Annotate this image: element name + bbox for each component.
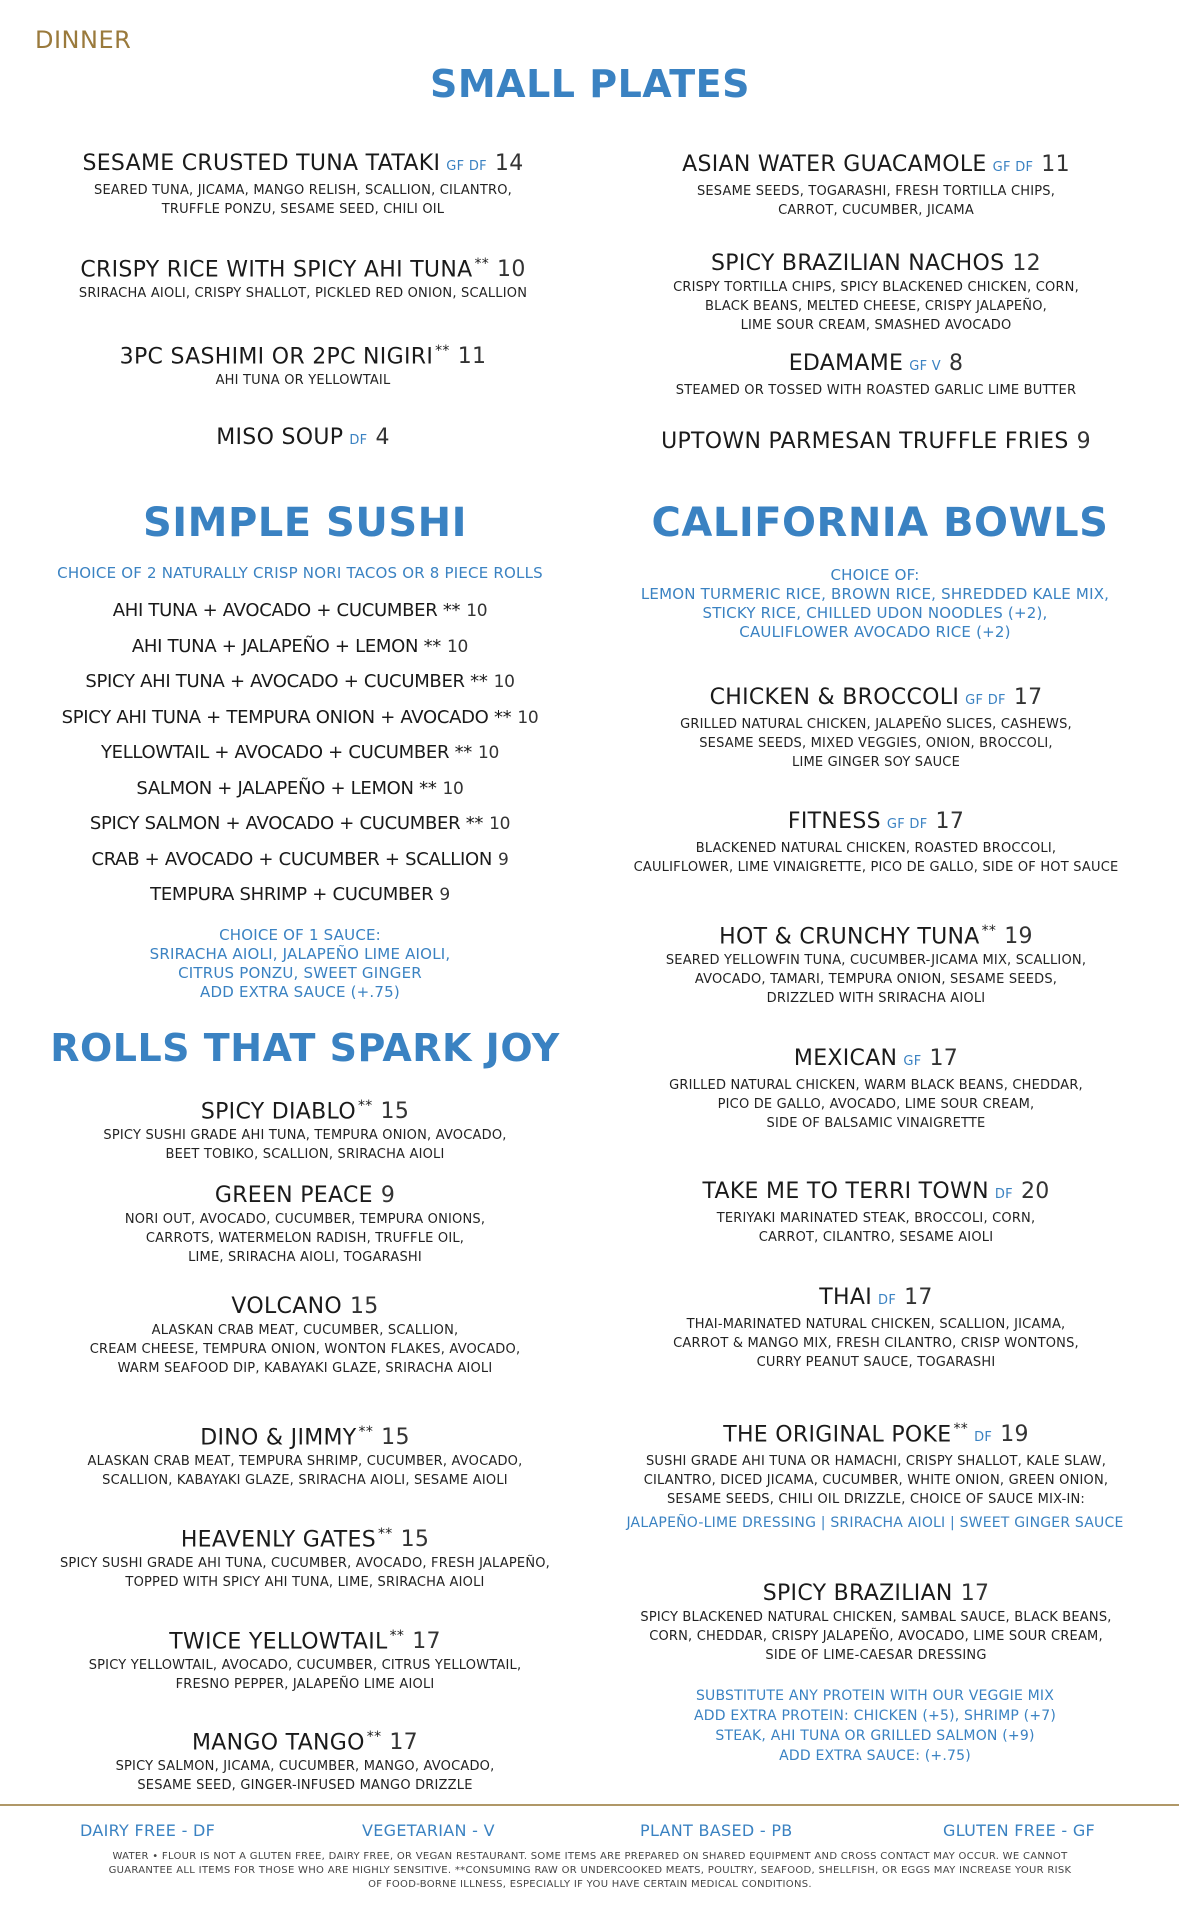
menu-item-description: SPICY SALMON, JICAMA, CUCUMBER, MANGO, AVOCADO, <box>115 1759 495 1775</box>
sushi-option-price: 10 <box>489 814 511 834</box>
menu-item-heading <box>586 428 1166 456</box>
menu-item <box>13 337 593 390</box>
dietary-tags: GF DF <box>992 160 1034 175</box>
sushi-option-price: 10 <box>493 672 515 692</box>
dietary-tags: GF DF <box>886 817 928 832</box>
base-choice-line: CAULIFLOWER AVOCADO RICE (+2) <box>739 623 1011 641</box>
menu-item-heading <box>5 1182 605 1210</box>
menu-item-description: CARROT, CILANTRO, SESAME AIOLI <box>758 1230 994 1245</box>
menu-item-heading <box>576 808 1176 839</box>
menu-item-name: VOLCANO <box>231 1294 342 1319</box>
menu-item-description: SESAME SEED, GINGER-INFUSED MANGO DRIZZLE <box>137 1778 473 1794</box>
menu-item <box>576 1284 1176 1372</box>
menu-item <box>5 1418 605 1490</box>
menu-item-name: EDAMAME <box>788 351 904 376</box>
menu-item-description: CILANTRO, DICED JICAMA, CUCUMBER, WHITE ONION, GREEN ONION, <box>643 1473 1109 1489</box>
menu-item-heading <box>576 1580 1176 1608</box>
menu-item-name: CRISPY RICE WITH SPICY AHI TUNA <box>80 257 473 283</box>
menu-item-description: BEET TOBIKO, SCALLION, SRIRACHA AIOLI <box>165 1147 445 1163</box>
sushi-option <box>10 707 590 728</box>
menu-item-description: SRIRACHA AIOLI, CRISPY SHALLOT, PICKLED RED ONION, SCALLION <box>78 286 528 302</box>
menu-item-price: 17 <box>412 1629 441 1655</box>
legend-gluten-free: GLUTEN FREE - GF <box>943 1821 1096 1840</box>
dietary-tags: DF <box>974 1430 993 1446</box>
sushi-sauce-choice <box>20 926 580 1002</box>
menu-item-heading <box>5 1622 605 1656</box>
menu-item-description: STEAMED OR TOSSED WITH ROASTED GARLIC LIME BUTTER <box>675 383 1077 398</box>
menu-item-description: SPICY SUSHI GRADE AHI TUNA, TEMPURA ONION, AVOCADO, <box>103 1128 507 1144</box>
menu-item-price: 8 <box>949 351 964 376</box>
menu-item-price: 19 <box>1004 924 1033 950</box>
menu-item-description: ALASKAN CRAB MEAT, TEMPURA SHRIMP, CUCUMBER, AVOCADO, <box>87 1454 523 1470</box>
menu-item <box>576 1415 1176 1509</box>
sauce-line: SRIRACHA AIOLI, JALAPEÑO LIME AIOLI, <box>149 945 451 963</box>
menu-item-price: 9 <box>1076 429 1091 454</box>
menu-item <box>13 424 593 455</box>
menu-item-description: CARROTS, WATERMELON RADISH, TRUFFLE OIL, <box>145 1231 465 1246</box>
disclaimer-line: OF FOOD-BORNE ILLNESS, ESPECIALLY IF YOU HAVE CERTAIN MEDICAL CONDITIONS. <box>368 1879 812 1890</box>
menu-item <box>5 1520 605 1592</box>
raw-item-marker: ** <box>953 1421 969 1437</box>
raw-item-marker: ** <box>474 256 490 272</box>
menu-item-heading <box>5 1520 605 1554</box>
menu-item-description: CORN, CHEDDAR, CRISPY JALAPEÑO, AVOCADO, LIME SOUR CREAM, <box>649 1629 1103 1644</box>
menu-item-description: SUSHI GRADE AHI TUNA OR HAMACHI, CRISPY SHALLOT, KALE SLAW, <box>645 1454 1107 1470</box>
sushi-option <box>10 849 590 870</box>
menu-item <box>576 1045 1176 1133</box>
menu-item-price: 17 <box>904 1285 933 1310</box>
raw-item-marker: ** <box>435 343 450 359</box>
sauce-line: ADD EXTRA SAUCE (+.75) <box>200 983 400 1001</box>
sushi-option <box>10 778 590 799</box>
sushi-option-name: AHI TUNA + AVOCADO + CUCUMBER ** <box>112 600 461 621</box>
simple-sushi-title: SIMPLE SUSHI <box>142 500 467 546</box>
menu-item-description: SESAME SEEDS, TOGARASHI, FRESH TORTILLA CHIPS, <box>696 184 1056 199</box>
menu-item-name: CHICKEN & BROCCOLI <box>709 685 960 710</box>
menu-item-description: PICO DE GALLO, AVOCADO, LIME SOUR CREAM, <box>717 1097 1035 1112</box>
menu-item-price: 17 <box>389 1730 418 1756</box>
menu-item-heading <box>576 1045 1176 1076</box>
sushi-option-name: SPICY AHI TUNA + AVOCADO + CUCUMBER ** <box>85 671 488 692</box>
menu-item <box>13 250 593 303</box>
menu-item <box>576 808 1176 877</box>
base-choice-line: CHOICE OF: <box>830 566 920 584</box>
sushi-option <box>10 742 590 763</box>
menu-item-price: 20 <box>1020 1179 1050 1204</box>
menu-item-description: SPICY BLACKENED NATURAL CHICKEN, SAMBAL SAUCE, BLACK BEANS, <box>640 1610 1112 1625</box>
menu-item-description: SESAME SEEDS, MIXED VEGGIES, ONION, BROCCOLI, <box>699 736 1053 751</box>
footer-divider <box>0 1804 1179 1806</box>
menu-item-description: SIDE OF LIME-CAESAR DRESSING <box>765 1648 987 1663</box>
menu-item-heading <box>576 1415 1176 1452</box>
menu-item-name: MEXICAN <box>793 1046 898 1071</box>
california-bowls-title: CALIFORNIA BOWLS <box>651 500 1109 546</box>
menu-item-description: FRESNO PEPPER, JALAPEÑO LIME AIOLI <box>175 1677 435 1693</box>
menu-item <box>576 684 1176 772</box>
raw-item-marker: ** <box>981 923 997 939</box>
menu-item-description: TRUFFLE PONZU, SESAME SEED, CHILI OIL <box>161 202 445 217</box>
menu-item <box>5 1293 605 1378</box>
sushi-option-price: 9 <box>439 885 450 905</box>
menu-item-price: 19 <box>1000 1422 1029 1448</box>
legend-vegetarian: VEGETARIAN - V <box>362 1821 495 1840</box>
menu-item-description: CREAM CHEESE, TEMPURA ONION, WONTON FLAKES, AVOCADO, <box>89 1342 521 1357</box>
menu-item-name: THAI <box>819 1285 873 1310</box>
menu-item-description: SESAME SEEDS, CHILI OIL DRIZZLE, CHOICE OF SAUCE MIX-IN: <box>666 1492 1085 1508</box>
menu-item-description: SEARED TUNA, JICAMA, MANGO RELISH, SCALLION, CILANTRO, <box>94 183 512 198</box>
menu-item-price: 11 <box>457 344 487 370</box>
disclaimer-line: GUARANTEE ALL ITEMS FOR THOSE WHO ARE HIGHLY SENSITIVE. **CONSUMING RAW OR UNDERCOOKED MEATS, POULTRY, SEAFOOD, SHELLFISH, OR EGGS MAY INCREASE YOUR RISK <box>108 1865 1072 1876</box>
menu-item-name: GREEN PEACE <box>214 1183 373 1208</box>
menu-item-name: TWICE YELLOWTAIL <box>169 1629 388 1655</box>
protein-extras <box>590 1686 1160 1766</box>
sushi-option <box>10 636 590 657</box>
menu-item-price: 17 <box>929 1046 959 1071</box>
sushi-option-price: 10 <box>466 601 488 621</box>
menu-item <box>5 1092 605 1164</box>
menu-item-description: CRISPY TORTILLA CHIPS, SPICY BLACKENED CHICKEN, CORN, <box>673 280 1079 295</box>
menu-item-description: LIME SOUR CREAM, SMASHED AVOCADO <box>740 318 1012 333</box>
poke-sauce-options: JALAPEÑO-LIME DRESSING | SRIRACHA AIOLI | SWEET GINGER SAUCE <box>626 1515 1124 1531</box>
raw-item-marker: ** <box>377 1526 393 1542</box>
sushi-option-name: TEMPURA SHRIMP + CUCUMBER <box>150 884 434 905</box>
menu-item-description: ALASKAN CRAB MEAT, CUCUMBER, SCALLION, <box>151 1323 459 1338</box>
menu-item-description: AHI TUNA OR YELLOWTAIL <box>215 373 391 389</box>
menu-item-price: 15 <box>349 1294 379 1319</box>
menu-item-description: CARROT & MANGO MIX, FRESH CILANTRO, CRISP WONTONS, <box>673 1336 1079 1351</box>
menu-item-price: 15 <box>400 1527 430 1553</box>
sushi-option-name: YELLOWTAIL + AVOCADO + CUCUMBER ** <box>100 742 472 763</box>
sushi-option-price: 10 <box>447 636 469 657</box>
menu-item-heading <box>576 1178 1176 1209</box>
extras-line: ADD EXTRA PROTEIN: CHICKEN (+5), SHRIMP (+7) <box>693 1708 1057 1724</box>
menu-item-name: DINO & JIMMY <box>200 1425 357 1451</box>
menu-item-price: 10 <box>497 257 526 283</box>
legend-dairy-free: DAIRY FREE - DF <box>80 1821 216 1840</box>
dietary-tags: DF <box>349 433 368 448</box>
menu-item-description: SPICY SUSHI GRADE AHI TUNA, CUCUMBER, AVOCADO, FRESH JALAPEÑO, <box>59 1556 551 1572</box>
menu-item-name: TAKE ME TO TERRI TOWN <box>702 1179 989 1204</box>
menu-item <box>5 1622 605 1694</box>
menu-item-heading <box>13 424 593 455</box>
dietary-tags: GF DF <box>965 693 1006 708</box>
menu-item-price: 4 <box>375 425 390 450</box>
menu-item-name: UPTOWN PARMESAN TRUFFLE FRIES <box>661 429 1069 454</box>
menu-item-name: THE ORIGINAL POKE <box>723 1422 952 1448</box>
sauce-line: CHOICE OF 1 SAUCE: <box>219 926 381 944</box>
sushi-option <box>10 600 590 621</box>
extras-line: STEAK, AHI TUNA OR GRILLED SALMON (+9) <box>715 1728 1035 1744</box>
menu-item-price: 11 <box>1041 152 1070 177</box>
menu-item-description: GRILLED NATURAL CHICKEN, JALAPEÑO SLICES, CASHEWS, <box>680 717 1072 732</box>
menu-item-heading <box>576 684 1176 715</box>
menu-item-price: 12 <box>1012 251 1041 276</box>
menu-item-description: WARM SEAFOOD DIP, KABAYAKI GLAZE, SRIRACHA AIOLI <box>117 1361 493 1376</box>
menu-item-price: 17 <box>960 1581 990 1606</box>
menu-item <box>586 350 1166 400</box>
menu-item-description: BLACK BEANS, MELTED CHEESE, CRISPY JALAPEÑO, <box>704 299 1047 314</box>
extras-line: SUBSTITUTE ANY PROTEIN WITH OUR VEGGIE MIX <box>695 1688 1055 1704</box>
menu-item-price: 17 <box>935 809 965 834</box>
menu-item <box>576 917 1176 1008</box>
menu-item-name: HEAVENLY GATES <box>180 1527 376 1553</box>
menu-item-heading <box>13 250 593 284</box>
simple-sushi-choice: CHOICE OF 2 NATURALLY CRISP NORI TACOS OR 8 PIECE ROLLS <box>57 564 543 582</box>
menu-item-description: LIME GINGER SOY SAUCE <box>792 755 960 770</box>
raw-item-marker: ** <box>389 1628 405 1644</box>
raw-item-marker: ** <box>357 1098 373 1114</box>
sushi-option-price: 9 <box>498 849 509 870</box>
menu-item-description: THAI-MARINATED NATURAL CHICKEN, SCALLION, JICAMA, <box>686 1317 1066 1332</box>
sushi-option-name: SPICY AHI TUNA + TEMPURA ONION + AVOCADO ** <box>61 706 512 728</box>
menu-item-description: SPICY YELLOWTAIL, AVOCADO, CUCUMBER, CITRUS YELLOWTAIL, <box>88 1658 522 1674</box>
base-choice-line: LEMON TURMERIC RICE, BROWN RICE, SHREDDED KALE MIX, <box>640 585 1110 603</box>
menu-item-description: LIME, SRIRACHA AIOLI, TOGARASHI <box>188 1250 422 1265</box>
raw-item-marker: ** <box>366 1729 382 1745</box>
menu-item-description: SCALLION, KABAYAKI GLAZE, SRIRACHA AIOLI, SESAME AIOLI <box>102 1473 508 1489</box>
menu-item-heading <box>5 1092 605 1126</box>
menu-item-heading <box>586 151 1166 182</box>
menu-item-heading <box>5 1723 605 1757</box>
menu-item-name: MANGO TANGO <box>192 1730 365 1756</box>
sushi-option <box>10 671 590 692</box>
menu-item <box>5 1182 605 1267</box>
menu-item-description: CURRY PEANUT SAUCE, TOGARASHI <box>756 1355 996 1370</box>
rolls-title: ROLLS THAT SPARK JOY <box>50 1026 560 1070</box>
sushi-option <box>10 884 590 905</box>
base-choice-line: STICKY RICE, CHILLED UDON NOODLES (+2), <box>702 604 1048 622</box>
menu-item-description: DRIZZLED WITH SRIRACHA AIOLI <box>766 991 986 1007</box>
menu-item-heading <box>586 350 1166 381</box>
menu-item-heading <box>13 150 593 181</box>
menu-item-description: CARROT, CUCUMBER, JICAMA <box>778 203 974 218</box>
menu-item-name: FITNESS <box>787 809 881 834</box>
sushi-option-price: 10 <box>442 778 464 799</box>
menu-item <box>586 151 1166 220</box>
menu-item-description: AVOCADO, TAMARI, TEMPURA ONION, SESAME SEEDS, <box>694 972 1058 988</box>
menu-item-heading <box>5 1293 605 1321</box>
menu-item-price: 9 <box>380 1183 396 1208</box>
menu-item <box>576 1580 1176 1665</box>
menu-item-name: SPICY DIABLO <box>200 1099 356 1125</box>
menu-item-description: SIDE OF BALSAMIC VINAIGRETTE <box>766 1116 986 1131</box>
menu-item-description: TOPPED WITH SPICY AHI TUNA, LIME, SRIRACHA AIOLI <box>125 1575 485 1591</box>
extras-line: ADD EXTRA SAUCE: (+.75) <box>779 1748 971 1764</box>
menu-item-name: SESAME CRUSTED TUNA TATAKI <box>82 151 441 176</box>
menu-item-name: HOT & CRUNCHY TUNA <box>719 924 980 950</box>
sauce-line: CITRUS PONZU, SWEET GINGER <box>178 964 422 982</box>
menu-item-name: SPICY BRAZILIAN <box>762 1581 953 1606</box>
sushi-option-name: SALMON + JALAPEÑO + LEMON ** <box>136 777 437 799</box>
legend-plant-based: PLANT BASED - PB <box>640 1821 793 1840</box>
menu-item-description: GRILLED NATURAL CHICKEN, WARM BLACK BEANS, CHEDDAR, <box>669 1078 1083 1093</box>
menu-item-heading <box>586 250 1166 278</box>
menu-item-description: CAULIFLOWER, LIME VINAIGRETTE, PICO DE GALLO, SIDE OF HOT SAUCE <box>633 860 1119 875</box>
sushi-option-name: SPICY SALMON + AVOCADO + CUCUMBER ** <box>89 813 484 834</box>
menu-item-name: SPICY BRAZILIAN NACHOS <box>711 251 1005 276</box>
menu-item-heading <box>576 1284 1176 1315</box>
menu-item-description: TERIYAKI MARINATED STEAK, BROCCOLI, CORN, <box>716 1211 1036 1226</box>
raw-item-marker: ** <box>358 1424 374 1440</box>
dietary-tags: DF <box>994 1187 1013 1202</box>
dietary-tags: GF V <box>909 359 941 374</box>
menu-item-heading <box>576 917 1176 951</box>
sushi-option-price: 10 <box>478 743 500 763</box>
disclaimer-line: WATER • FLOUR IS NOT A GLUTEN FREE, DAIRY FREE, OR VEGAN RESTAURANT. SOME ITEMS ARE PREPARED ON SHARED EQUIPMENT AND CROSS CONTACT MAY OCCUR. WE CANNOT <box>112 1851 1068 1862</box>
bowl-base-choice <box>590 566 1160 642</box>
menu-item-description: SEARED YELLOWFIN TUNA, CUCUMBER-JICAMA MIX, SCALLION, <box>665 953 1087 969</box>
menu-item <box>586 250 1166 335</box>
menu-item-name: ASIAN WATER GUACAMOLE <box>682 152 987 177</box>
dietary-tags: DF <box>878 1293 897 1308</box>
menu-item-price: 14 <box>494 151 524 176</box>
menu-item-price: 15 <box>381 1425 410 1451</box>
sushi-option <box>10 813 590 834</box>
sushi-option-price: 10 <box>517 707 539 728</box>
menu-item-description: BLACKENED NATURAL CHICKEN, ROASTED BROCCOLI, <box>695 841 1057 856</box>
menu-item-name: 3PC SASHIMI OR 2PC NIGIRI <box>119 344 434 370</box>
menu-item-heading <box>13 337 593 371</box>
menu-item <box>13 150 593 219</box>
menu-item <box>5 1723 605 1795</box>
menu-item-name: MISO SOUP <box>216 425 344 450</box>
menu-item <box>576 1178 1176 1247</box>
menu-item-description: NORI OUT, AVOCADO, CUCUMBER, TEMPURA ONIONS, <box>124 1212 486 1227</box>
dietary-tags: GF DF <box>446 159 487 174</box>
dietary-tags: GF <box>903 1054 922 1069</box>
allergen-disclaimer <box>40 1850 1140 1892</box>
menu-item <box>586 428 1166 456</box>
sushi-option-name: AHI TUNA + JALAPEÑO + LEMON ** <box>131 635 442 657</box>
menu-item-price: 17 <box>1013 685 1043 710</box>
menu-item-price: 15 <box>380 1099 410 1125</box>
menu-item-heading <box>5 1418 605 1452</box>
small-plates-title: SMALL PLATES <box>429 62 751 106</box>
menu-header-label: DINNER <box>35 26 132 54</box>
sushi-option-name: CRAB + AVOCADO + CUCUMBER + SCALLION <box>91 848 493 870</box>
